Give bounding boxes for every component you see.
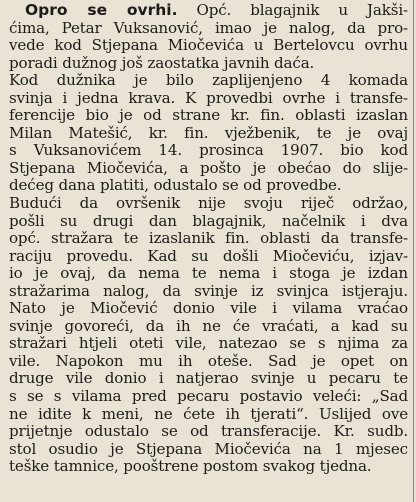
article-line	[9, 2, 408, 20]
article-line: Budući da ovršenik nije svoju riječ održao,	[9, 195, 408, 213]
article-line: Nato je Miočević donio vile i vilama vraćao	[9, 300, 408, 318]
article-line: poradi dužnog još zaostatka javnih daća.	[9, 54, 315, 72]
article-line: s se s vilama pred pecaru postavio veleći: „Sad	[9, 388, 408, 406]
article-line: teške tamnice, pooštrene postom svakog tjedna.	[9, 458, 372, 476]
article-line: s Vuksanovićem 14. prosinca 1907. bio kod	[9, 142, 408, 160]
article-line: druge vile donio i natjerao svinje u pecaru te	[9, 370, 408, 388]
article-line: Stjepana Miočevića, a pošto je obećao do slije-	[9, 159, 408, 177]
article-line: svinje govoreći, da ih ne će vraćati, a kad su	[9, 317, 408, 335]
article-line: opć. stražara te izaslanik fin. oblasti da transfe-	[9, 230, 408, 248]
article-line: svinja i jedna krava. K provedbi ovrhe i transfe-	[9, 89, 408, 107]
article-line: ćima, Petar Vuksanović, imao je nalog, da pro-	[9, 19, 408, 37]
article-line: stražari htjeli oteti vile, natezao se s njima za	[9, 335, 408, 353]
article-line: ne idite k meni, ne ćete ih tjerati“. Uslijed ove	[9, 405, 408, 423]
article-line: pošli su drugi dan blagajnik, načelnik i dva	[9, 212, 408, 230]
article-line: raciju provedu. Kad su došli Miočeviću, izjav-	[9, 247, 408, 265]
article-line: vile. Napokon mu ih oteše. Sad je opet on	[9, 352, 408, 370]
article-line: prijetnje odustalo se od transferacije. Kr. sudb.	[9, 423, 408, 441]
article-headline: Opro se ovrhi.	[25, 2, 178, 19]
column-rule	[413, 0, 414, 502]
article-text: Opć. blagajnik u Jakši-	[177, 2, 408, 19]
article-line: stražarima nalog, da svinje iz svinjca istjeraju.	[9, 282, 408, 300]
article-line: Milan Matešić, kr. fin. vježbenik, te je ovaj	[9, 124, 408, 142]
article-line: stol osudio je Stjepana Miočevića na 1 mjesec	[9, 440, 408, 458]
article-line: dećeg dana platiti, odustalo se od provedbe.	[9, 177, 342, 195]
article-line: vede kod Stjepana Miočevića u Bertelovcu ovrhu	[9, 37, 408, 55]
article-line: io je ovaj, da nema te nema i stoga je izdan	[9, 265, 408, 283]
article-line: ferencije bio je od strane kr. fin. oblasti izaslan	[9, 107, 408, 125]
article-line: Kod dužnika je bilo zaplijenjeno 4 komada	[9, 72, 408, 90]
